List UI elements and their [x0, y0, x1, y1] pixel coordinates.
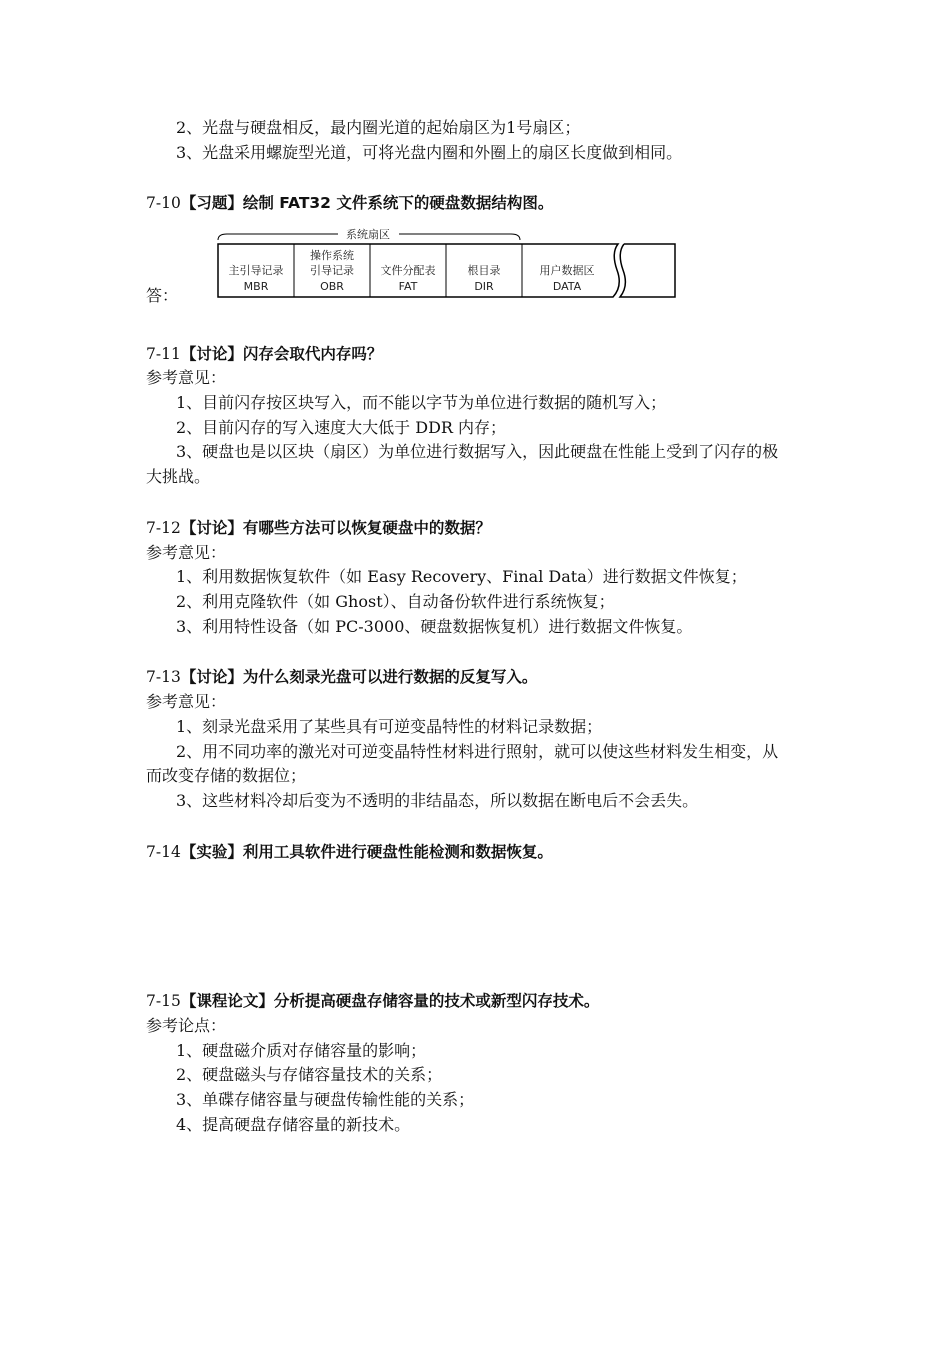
- cell-label: 文件分配表: [380, 264, 436, 277]
- reference-label: 参考意见：: [146, 692, 227, 711]
- cell-label: 根目录: [467, 264, 501, 277]
- heading-title: 【实验】利用工具软件进行硬盘性能检测和数据恢复。: [180, 843, 553, 861]
- cell-obr: [310, 248, 354, 293]
- cell-abbr: DATA: [552, 280, 582, 293]
- list-item: 2、用不同功率的激光对可逆变晶特性材料进行照射，就可以使这些材料发生相变，从: [176, 742, 779, 761]
- list-item: 3、单碟存储容量与硬盘传输性能的关系；: [176, 1090, 475, 1109]
- cell-abbr: OBR: [320, 280, 344, 293]
- heading-title: 【讨论】闪存会取代内存吗？: [180, 345, 383, 363]
- cell-abbr: DIR: [474, 280, 494, 293]
- list-item: 2、利用克隆软件（如 Ghost）、自动备份软件进行系统恢复；: [176, 592, 615, 611]
- heading-number: 7-11: [146, 345, 181, 363]
- cell-data: [540, 263, 595, 293]
- list-item: 3、硬盘也是以区块（扇区）为单位进行数据写入，因此硬盘在性能上受到了闪存的极: [176, 442, 779, 461]
- list-item: 2、目前闪存的写入速度大大低于 DDR 内存；: [176, 418, 507, 437]
- text-line: 3、光盘采用螺旋型光道，可将光盘内圈和外圈上的扇区长度做到相同。: [176, 143, 683, 162]
- fat32-structure-diagram: [215, 226, 680, 300]
- list-item: 3、利用特性设备（如 PC-3000、硬盘数据恢复机）进行数据文件恢复。: [176, 617, 693, 636]
- reference-label: 参考意见：: [146, 368, 227, 387]
- reference-label: 参考论点：: [146, 1016, 227, 1035]
- bracket-label: 系统扇区: [346, 228, 390, 241]
- heading-title: 【讨论】有哪些方法可以恢复硬盘中的数据？: [180, 519, 491, 537]
- list-item: 1、刻录光盘采用了某些具有可逆变晶特性的材料记录数据；: [176, 717, 603, 736]
- heading-7-14: [146, 841, 553, 863]
- cell-abbr: MBR: [243, 280, 269, 293]
- heading-number: 7-15: [146, 992, 181, 1010]
- cell-abbr: FAT: [398, 280, 418, 293]
- heading-number: 7-13: [146, 668, 181, 686]
- heading-7-12: [146, 517, 491, 539]
- heading-7-15: [146, 990, 599, 1012]
- list-item: 2、硬盘磁头与存储容量技术的关系；: [176, 1065, 443, 1084]
- heading-number: 7-12: [146, 519, 181, 537]
- heading-title: 【习题】绘制 FAT32 文件系统下的硬盘数据结构图。: [180, 194, 554, 212]
- heading-title: 【课程论文】分析提高硬盘存储容量的技术或新型闪存技术。: [180, 992, 600, 1010]
- list-item: 3、这些材料冷却后变为不透明的非结晶态，所以数据在断电后不会丢失。: [176, 791, 699, 810]
- reference-label: 参考意见：: [146, 543, 227, 562]
- cell-label: 引导记录: [310, 264, 354, 277]
- system-sector-bracket: [218, 227, 520, 241]
- cell-mbr: [229, 263, 284, 293]
- list-item: 1、硬盘磁介质对存储容量的影响；: [176, 1041, 427, 1060]
- cell-fat: [381, 263, 436, 293]
- cell-label-top: 操作系统: [310, 249, 354, 262]
- heading-title: 【讨论】为什么刻录光盘可以进行数据的反复写入。: [180, 668, 538, 686]
- heading-number: 7-10: [146, 194, 181, 212]
- heading-7-10: [146, 192, 553, 214]
- list-item: 1、利用数据恢复软件（如 Easy Recovery、Final Data）进行数据文件恢复；: [176, 567, 747, 586]
- cell-label: 主引导记录: [228, 264, 284, 277]
- list-item: 1、目前闪存按区块写入，而不能以字节为单位进行数据的随机写入；: [176, 393, 667, 412]
- list-item-continuation: 大挑战。: [146, 467, 211, 486]
- heading-7-11: [146, 343, 382, 365]
- cell-label: 用户数据区: [539, 264, 595, 277]
- heading-7-13: [146, 666, 537, 688]
- answer-label: 答：: [146, 286, 179, 305]
- list-item: 4、提高硬盘存储容量的新技术。: [176, 1115, 411, 1134]
- text-line: 2、光盘与硬盘相反，最内圈光道的起始扇区为1号扇区；: [176, 118, 581, 137]
- heading-number: 7-14: [146, 843, 181, 861]
- list-item-continuation: 而改变存储的数据位；: [146, 766, 307, 785]
- cell-dir: [468, 263, 501, 293]
